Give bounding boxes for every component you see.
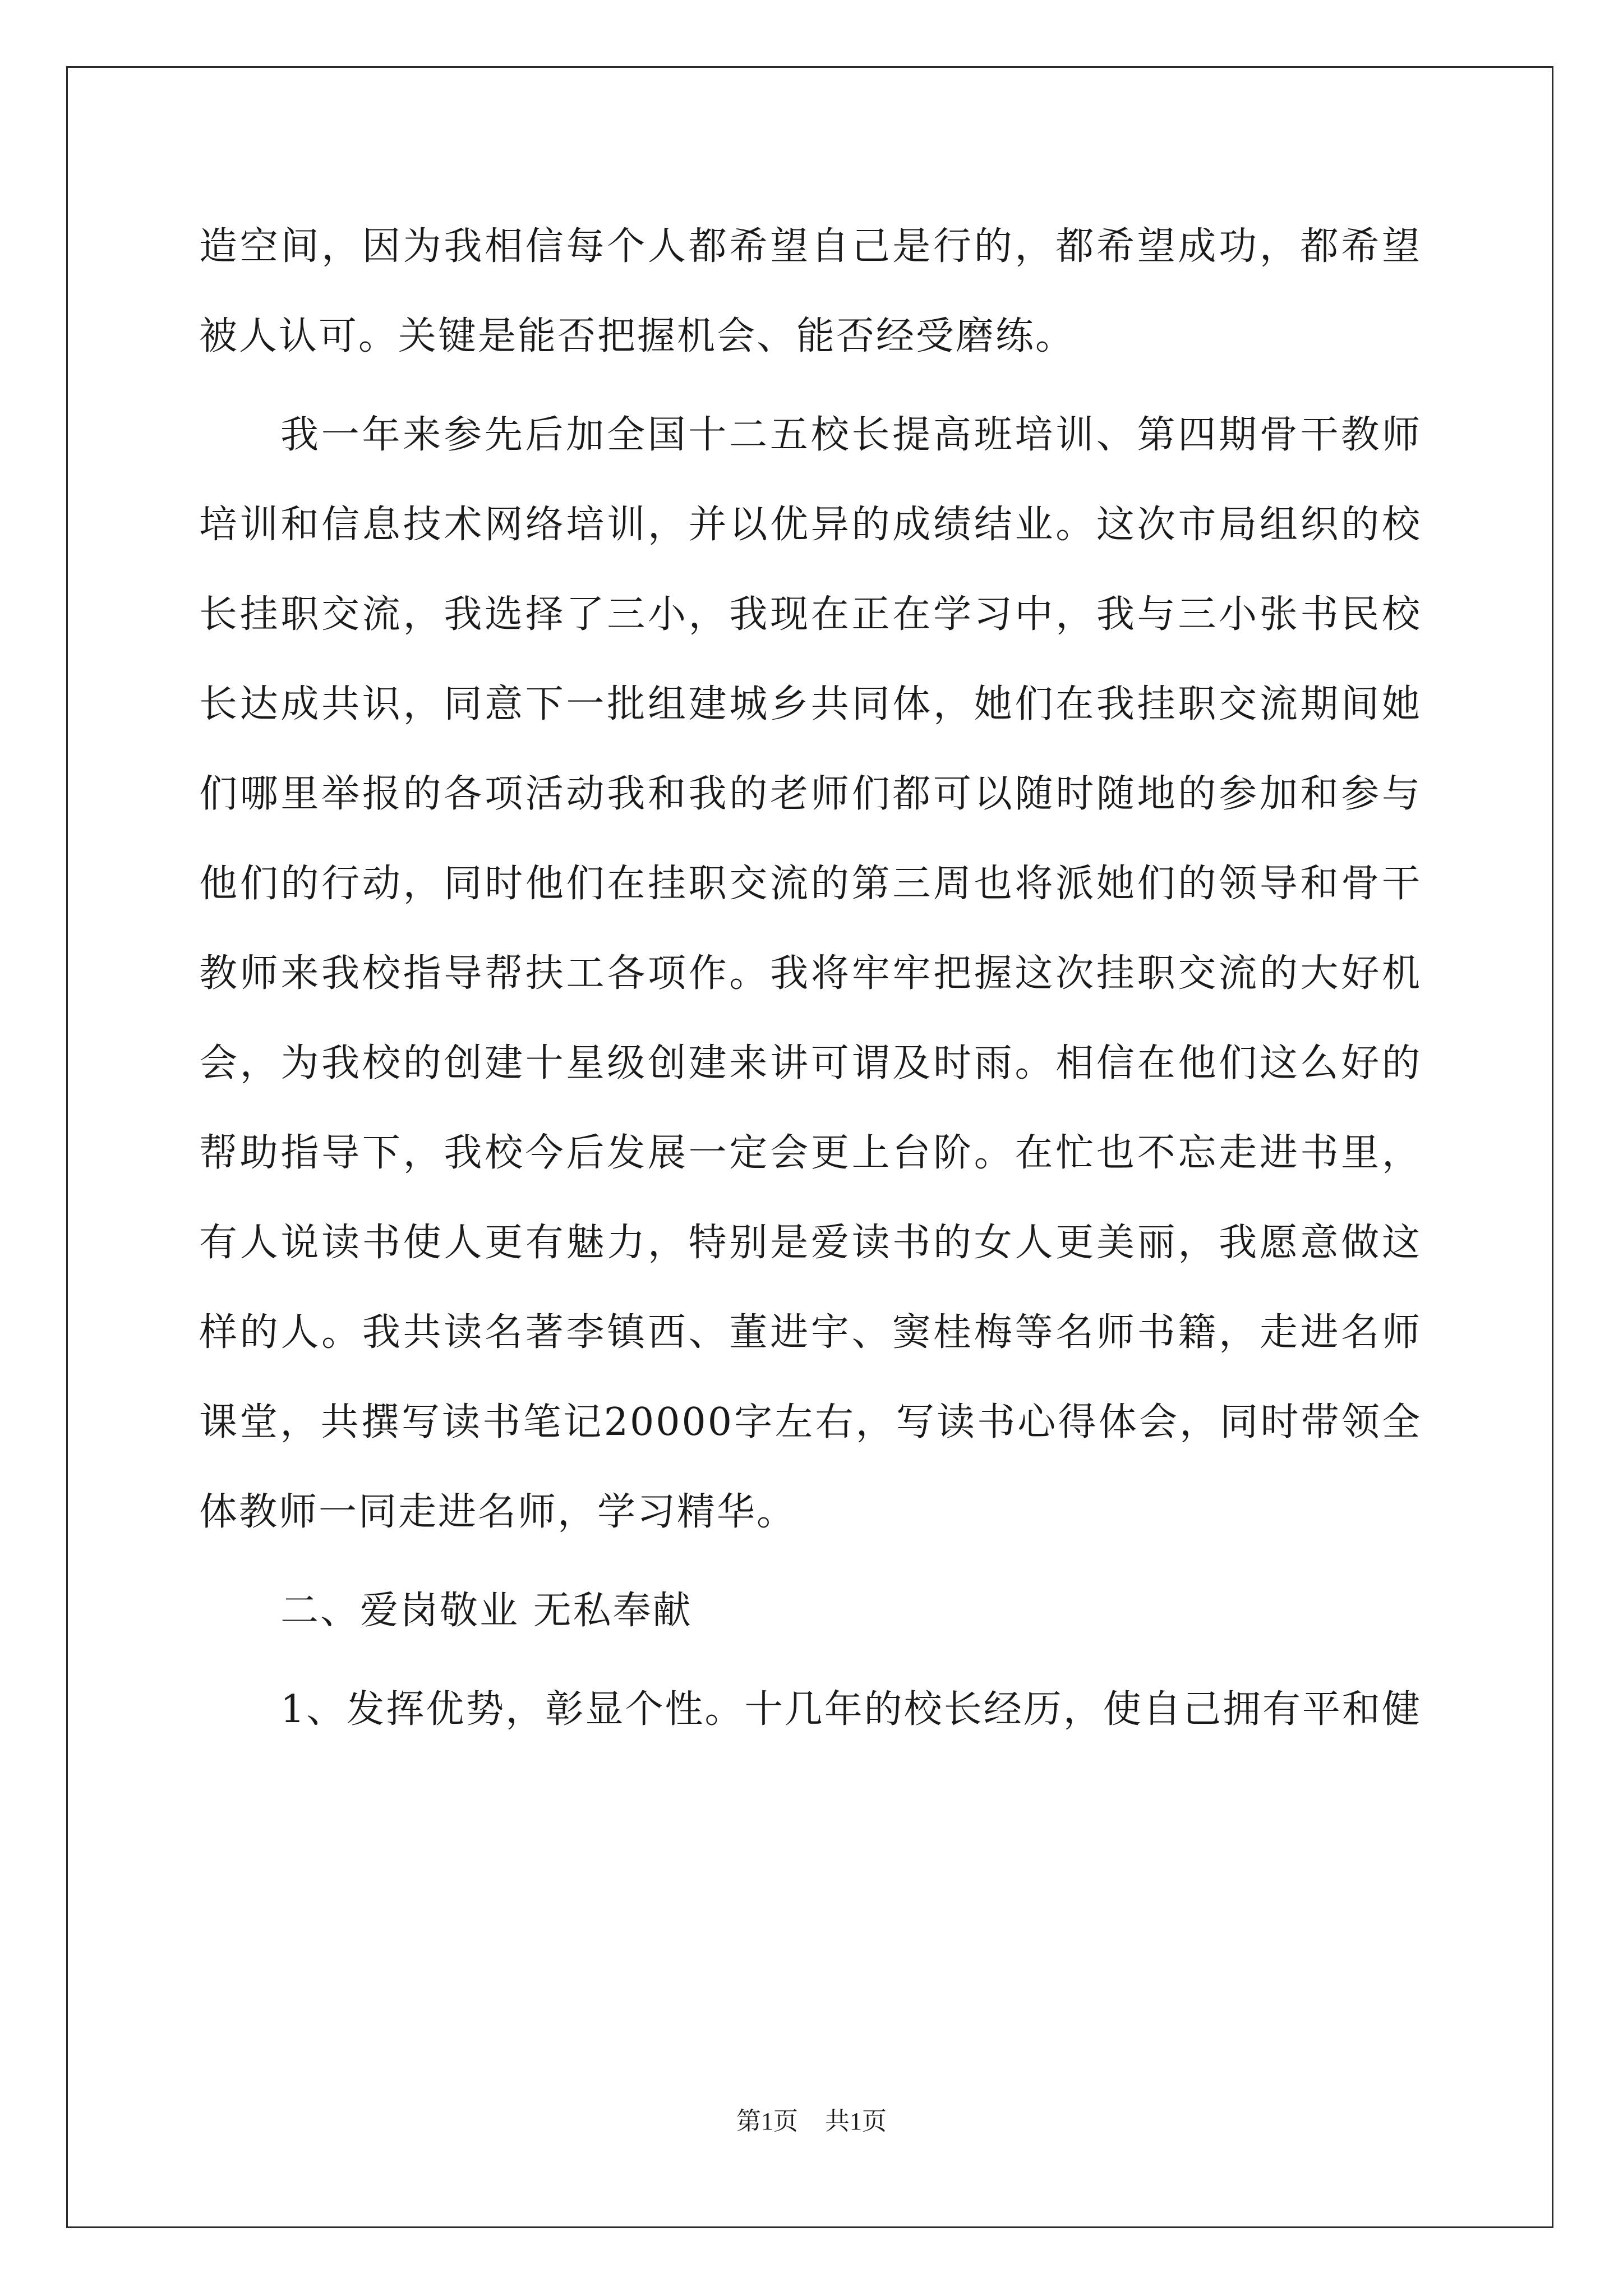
text-line: 被人认可。关键是能否把握机会、能否经受磨练。 <box>199 314 1076 358</box>
page-total: 共1页 <box>825 2108 887 2135</box>
page-footer <box>0 2105 1623 2138</box>
text-line: 他们的行动，同时他们在挂职交流的第三周也将派她们的领导和骨干 <box>199 862 1422 906</box>
text-line: 帮助指导下，我校今后发展一定会更上台阶。在忙也不忘走进书里， <box>199 1131 1422 1175</box>
page-number: 第1页 <box>736 2108 798 2135</box>
section-heading: 二、爱岗敬业 无私奉献 <box>280 1589 693 1633</box>
text-line: 培训和信息技术网络培训，并以优异的成绩结业。这次市局组织的校 <box>199 503 1422 547</box>
text-line: 样的人。我共读名著李镇西、董进宇、窦桂梅等名师书籍，走进名师 <box>199 1310 1422 1355</box>
text-line: 体教师一同走进名师，学习精华。 <box>199 1490 797 1534</box>
text-line: 长挂职交流，我选择了三小，我现在正在学习中，我与三小张书民校 <box>199 592 1422 637</box>
text-line: 有人说读书使人更有魅力，特别是爱读书的女人更美丽，我愿意做这 <box>199 1221 1422 1265</box>
text-line: 造空间，因为我相信每个人都希望自己是行的，都希望成功，都希望 <box>199 224 1422 269</box>
text-line: 会，为我校的创建十星级创建来讲可谓及时雨。相信在他们这么好的 <box>199 1041 1422 1085</box>
document-body <box>199 202 1422 1755</box>
text-line: 教师来我校指导帮扶工各项作。我将牢牢把握这次挂职交流的大好机 <box>199 951 1422 996</box>
text-line: 课堂，共撰写读书笔记20000字左右，写读书心得体会，同时带领全 <box>199 1400 1422 1444</box>
text-line: 长达成共识，同意下一批组建城乡共同体，她们在我挂职交流期间她 <box>199 682 1422 726</box>
paragraph-start-line: 1、发挥优势，彰显个性。十几年的校长经历，使自己拥有平和健 <box>280 1687 1422 1732</box>
paragraph-start-line: 我一年来参先后加全国十二五校长提高班培训、第四期骨干教师 <box>280 413 1422 457</box>
text-line: 们哪里举报的各项活动我和我的老师们都可以随时随地的参加和参与 <box>199 772 1422 816</box>
